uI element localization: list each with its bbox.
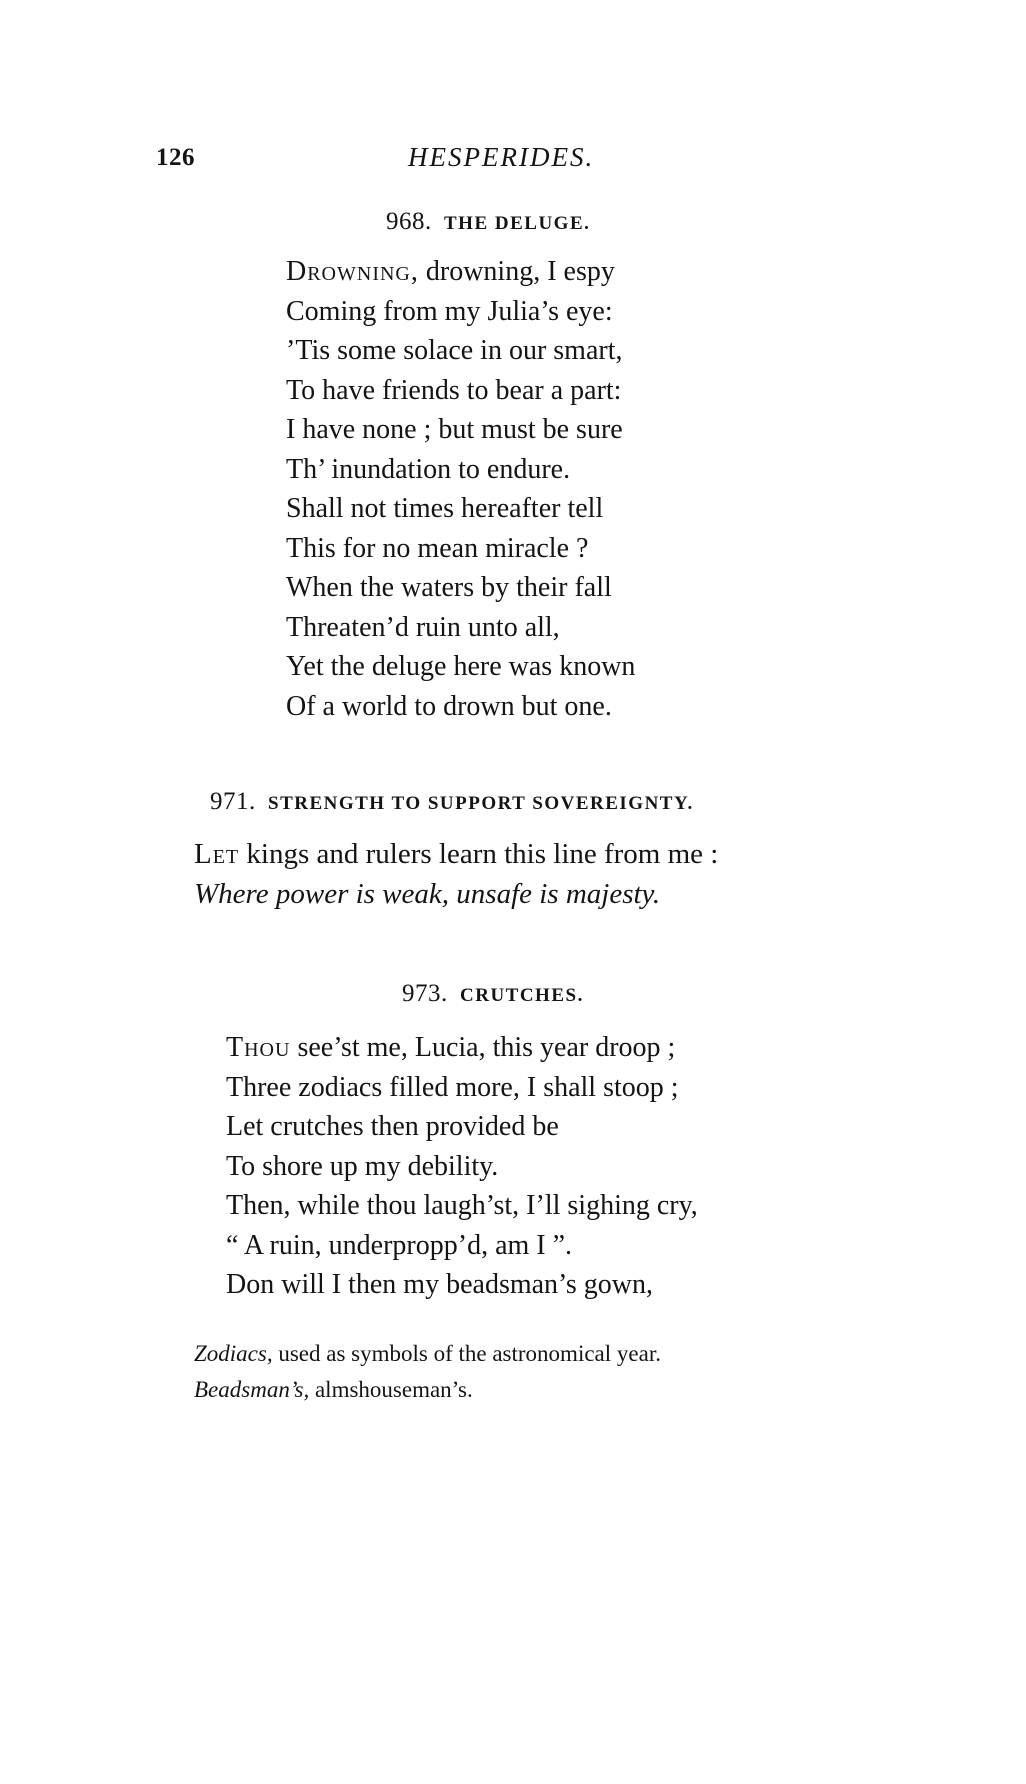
poem-line: Threaten’d ruin unto all,: [286, 611, 560, 643]
poem-line: Let crutches then provided be: [226, 1111, 559, 1142]
poem-line: ’Tis some solace in our smart,: [286, 335, 623, 366]
poem-line: I have none ; but must be sure: [286, 414, 623, 445]
poem-heading-973: [402, 980, 584, 1008]
poem-heading-971: [210, 788, 694, 816]
poem-line: Three zodiacs filled more, I shall stoop ;: [226, 1071, 679, 1103]
poem-line: Where power is weak, unsafe is majesty.: [194, 878, 661, 910]
poem-line-text: kings and rulers learn this line from me :: [239, 838, 719, 870]
footnote-text: used as symbols of the astronomical year.: [272, 1341, 661, 1366]
poem-973-lines: [226, 1028, 698, 1305]
running-title: HESPERIDES.: [408, 142, 595, 172]
poem-title: CRUTCHES.: [460, 985, 584, 1006]
poem-line: Of a world to drown but one.: [286, 690, 612, 722]
poem-title: STRENGTH TO SUPPORT SOVEREIGNTY.: [268, 793, 694, 814]
poem-line: When the waters by their fall: [286, 572, 612, 603]
poem-971-lines: [194, 834, 718, 914]
poem-line: Th’ inundation to endure.: [286, 453, 571, 485]
poem-line: Shall not times hereafter tell: [286, 493, 604, 524]
poem-heading-968: [386, 208, 590, 236]
footnote-term: Zodiacs,: [194, 1341, 273, 1366]
footnote-text: almshouseman’s.: [309, 1377, 473, 1402]
poem-line: [226, 1028, 698, 1068]
footnote: [194, 1372, 661, 1408]
poem-number: 968.: [386, 208, 432, 235]
poem-title: THE DELUGE.: [444, 213, 591, 234]
poem-lead-word: Let: [194, 838, 240, 870]
poem-line: Yet the deluge here was known: [286, 651, 636, 682]
footnote: [194, 1336, 661, 1372]
poem-line: This for no mean miracle ?: [286, 532, 589, 564]
footnotes: [194, 1336, 661, 1408]
poem-line: [194, 834, 718, 874]
poem-lead-word: Thou: [226, 1032, 291, 1063]
page-number: 126: [156, 144, 195, 171]
poem-line: [286, 252, 635, 292]
poem-968-lines: [286, 252, 635, 726]
poem-line: To have friends to bear a part:: [286, 374, 622, 406]
poem-line-text: drowning, I espy: [418, 256, 615, 287]
poem-lead-word: Drowning,: [286, 256, 419, 287]
running-head: [0, 144, 1026, 184]
poem-line: “ A ruin, underpropp’d, am I ”.: [226, 1229, 573, 1261]
poem-number: 973.: [402, 980, 448, 1007]
poem-line: To shore up my debility.: [226, 1150, 499, 1182]
poem-line-text: see’st me, Lucia, this year droop ;: [290, 1032, 676, 1063]
poem-line: Don will I then my beadsman’s gown,: [226, 1269, 653, 1300]
poem-line: Then, while thou laugh’st, I’ll sighing cry,: [226, 1190, 698, 1221]
poem-line: Coming from my Julia’s eye:: [286, 295, 613, 327]
poem-number: 971.: [210, 788, 256, 815]
footnote-term: Beadsman’s,: [194, 1377, 310, 1402]
